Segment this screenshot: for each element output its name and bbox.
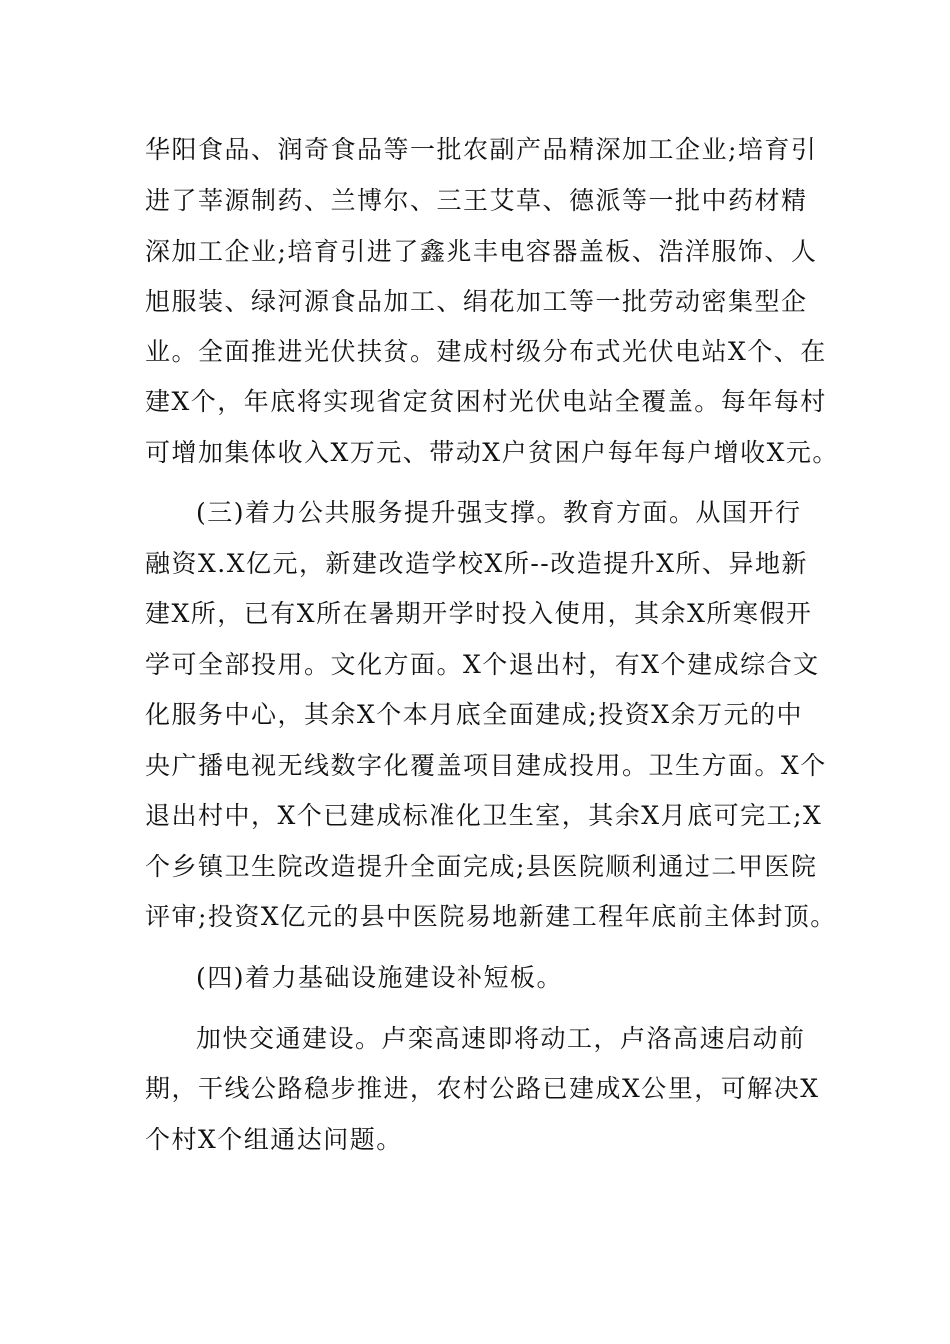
- body-line: 退出村中，X个已建成标准化卫生室，其余X月底可完工;X: [145, 801, 823, 830]
- body-line: 学可全部投用。文化方面。X个退出村，有X个建成综合文: [145, 650, 820, 679]
- body-line: 化服务中心，其余X个本月底全面建成;投资X余万元的中: [145, 700, 804, 729]
- body-line: 评审;投资X亿元的县中医院易地新建工程年底前主体封顶。: [145, 902, 837, 931]
- body-line: 深加工企业;培育引进了鑫兆丰电容器盖板、浩洋服饰、人: [145, 237, 818, 266]
- body-line: 进了莘源制药、兰博尔、三王艾草、德派等一批中药材精: [145, 186, 808, 215]
- body-line: 期，干线公路稳步推进，农村公路已建成X公里，可解决X: [145, 1074, 820, 1103]
- body-line: 个村X个组通达问题。: [145, 1125, 403, 1154]
- paragraph-first-line: 加快交通建设。卢栾高速即将动工，卢洛高速启动前: [196, 1024, 806, 1053]
- section-heading-4: (四)着力基础设施建设补短板。: [196, 963, 564, 992]
- body-line: 融资X.X亿元，新建改造学校X所--改造提升X所、异地新: [145, 549, 809, 578]
- body-line: 央广播电视无线数字化覆盖项目建成投用。卫生方面。X个: [145, 751, 827, 780]
- section-heading-3: (三)着力公共服务提升强支撑。教育方面。从国开行: [196, 498, 802, 527]
- body-line: 业。全面推进光伏扶贫。建成村级分布式光伏电站X个、在: [145, 337, 827, 366]
- body-line: 华阳食品、润奇食品等一批农副产品精深加工企业;培育引: [145, 135, 818, 164]
- body-line: 个乡镇卫生院改造提升全面完成;县医院顺利通过二甲医院: [145, 852, 818, 881]
- body-line: 旭服装、绿河源食品加工、绢花加工等一批劳动密集型企: [145, 287, 808, 316]
- body-line: 建X所，已有X所在暑期开学时投入使用，其余X所寒假开: [145, 599, 813, 628]
- body-line: 建X个，年底将实现省定贫困村光伏电站全覆盖。每年每村: [145, 387, 827, 416]
- body-line: 可增加集体收入X万元、带动X户贫困户每年每户增收X元。: [145, 438, 839, 467]
